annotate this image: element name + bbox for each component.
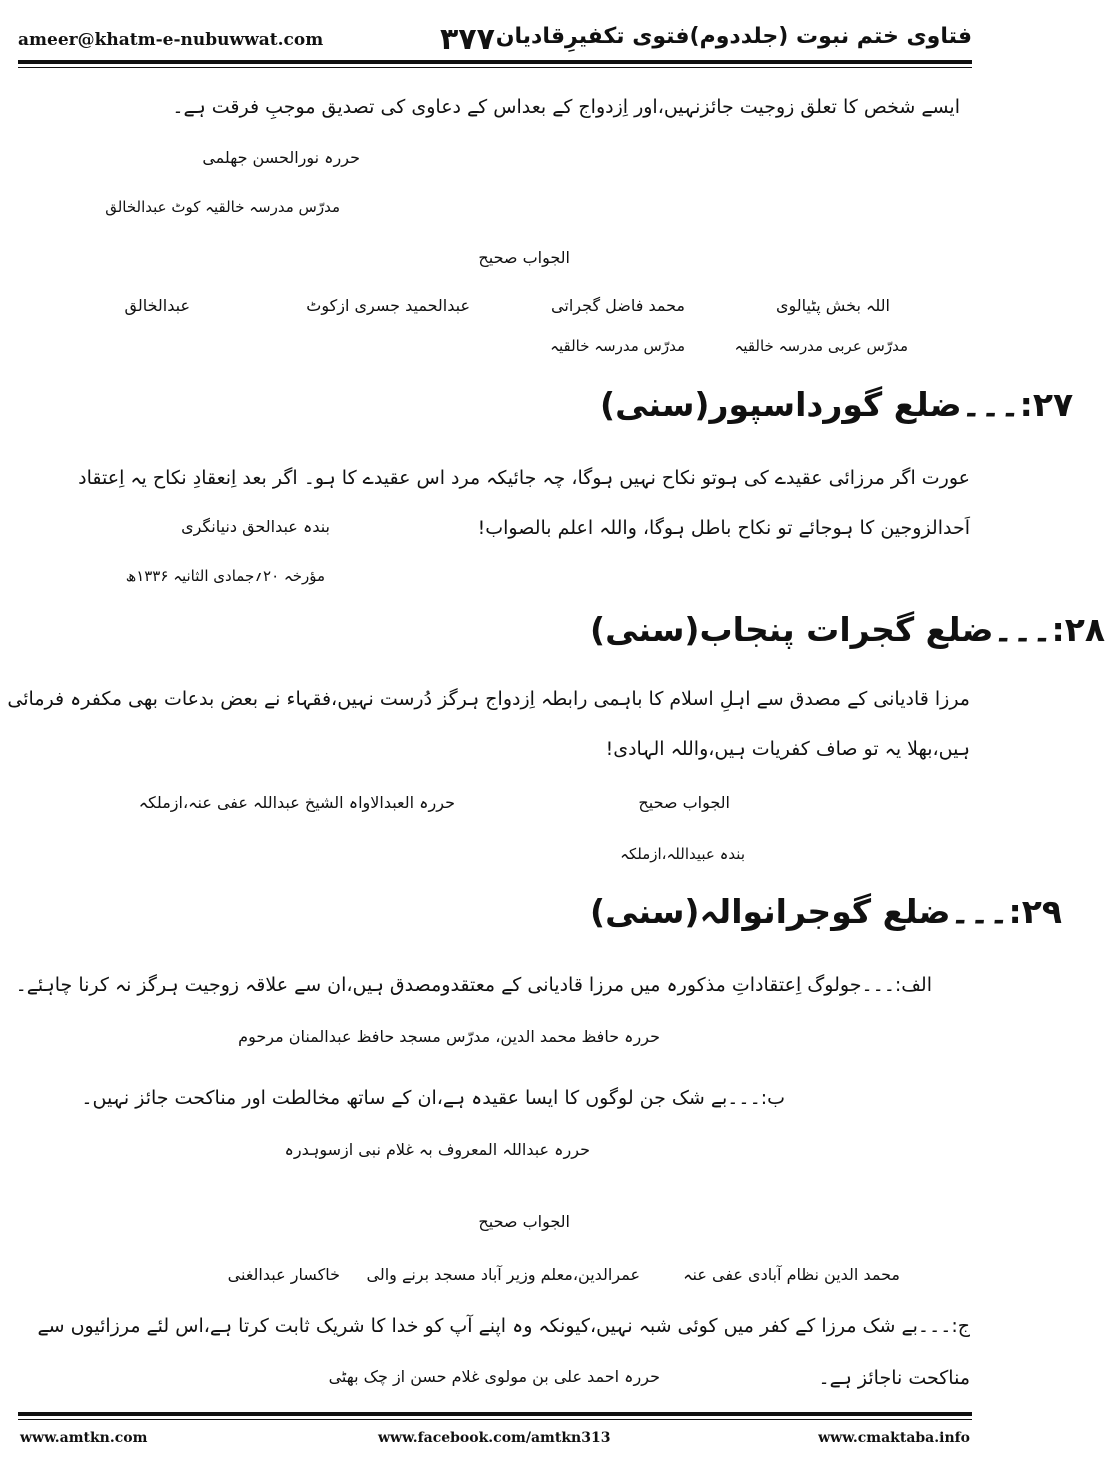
signer-name: حررہ العبدالاواہ الشیخ عبداللہ عفی عنہ،ازملکہ [138,793,455,812]
paragraph-line: ج:۔۔۔بے شک مرزا کے کفر میں کوئی شبہ نہیں،کیونکہ وہ اپنے آپ کو خدا کا شریک ثابت کرتا ہے،اس لئے مرزائیوں سے [37,1315,970,1337]
paragraph-line: ایسے شخص کا تعلق زوجیت جائزنہیں،اور اِزدواج کے بعداس کے دعاوی کی تصدیق موجبِ فرقت ہے۔ [172,96,960,118]
endorser-name: عبدالحمید جسری ازکوٹ [306,296,470,315]
footer-rule-thin [18,1419,972,1420]
paragraph-line: ب:۔۔۔بے شک جن لوگوں کا ایسا عقیدہ ہے،ان کے ساتھ مخالطت اور مناکحت جائز نہیں۔ [81,1087,785,1109]
footer-link-left[interactable]: www.amtkn.com [20,1430,148,1446]
fatwa-date: مؤرخہ ۲۰؍جمادی الثانیہ ۱۳۳۶ھ [125,567,325,585]
paragraph-line: عورت اگر مرزائی عقیدے کی ہوتو نکاح نہیں ہوگا، چہ جائیکہ مرد اس عقیدے کا ہو۔ اگر بعد اِنعقادِ نکاح یہ اِعتقاد [78,467,970,489]
footer-rule-thick [18,1412,972,1416]
endorser-role: مدرّس عربی مدرسہ خالقیہ [734,337,908,355]
endorser-name: عمرالدین،معلم وزیر آباد مسجد برنے والی [366,1265,640,1284]
paragraph-line: ہیں،بھلا یہ تو صاف کفریات ہیں،واللہ الہادی! [605,738,970,760]
section-heading-29: ۲۹:۔۔۔ضلع گوجرانوالہ(سنی) [590,892,1062,931]
footer-link-right[interactable]: www.cmaktaba.info [818,1430,970,1446]
endorser-name: محمد الدین نظام آبادی عفی عنہ [683,1265,900,1284]
header-rule-thick [18,60,972,64]
signer-role: مدرّس مدرسہ خالقیہ کوٹ عبدالخالق [105,198,340,216]
al-jawab-label: الجواب صحیح [638,793,730,812]
signer-name: حررہ عبداللہ المعروف بہ غلام نبی ازسوہدرہ [284,1140,590,1159]
paragraph-line: مناکحت ناجائز ہے۔ [818,1367,970,1389]
footer-link-center[interactable]: www.facebook.com/amtkn313 [378,1430,611,1446]
paragraph-line: اَحدالزوجین کا ہوجائے تو نکاح باطل ہوگا، واللہ اعلم بالصواب! [477,517,970,539]
signer-name: حررہ نورالحسن جھلمی [202,148,360,167]
header-rule-thin [18,67,972,68]
paragraph-line: الف:۔۔۔جولوگ اِعتقاداتِ مذکورہ میں مرزا قادیانی کے معتقدومصدق ہیں،ان سے علاقہ زوجیت ہرگز نہ کرنا چاہئے۔ [15,974,932,996]
endorser-name: محمد فاضل گجراتی [551,296,685,315]
endorser-name: اللہ بخش پٹیالوی [776,296,890,315]
endorser-name: عبدالخالق [124,296,190,315]
signer-name: بندہ عبدالحق دنیانگری [181,517,330,536]
paragraph-line: مرزا قادیانی کے مصدق سے اہلِ اسلام کا باہمی رابطہ اِزدواج ہرگز دُرست نہیں،فقہاء نے بعض بدعات بھی مکفرہ فرمائی [7,688,970,710]
header-title: فتاوی ختم نبوت (جلددوم)فتوی تکفیرِقادیان [495,24,972,49]
section-heading-27: ۲۷:۔۔۔ضلع گورداسپور(سنی) [600,385,1074,424]
endorser-name: خاکسار عبدالغنی [227,1265,340,1284]
al-jawab-label: الجواب صحیح [478,248,570,267]
header-email: ameer@khatm-e-nubuwwat.com [18,30,324,50]
signer-name: حررہ حافظ محمد الدین، مدرّس مسجد حافظ عبدالمنان مرحوم [238,1027,660,1046]
signer-name: حررہ احمد علی بن مولوی غلام حسن از چک بھٹی [328,1367,660,1386]
page-number: ۳۷۷ [440,22,495,57]
endorser-name: بندہ عبیداللہ،ازملکہ [620,845,745,863]
section-heading-28: ۲۸:۔۔۔ضلع گجرات پنجاب(سنی) [590,610,1105,649]
endorser-role: مدرّس مدرسہ خالقیہ [550,337,685,355]
al-jawab-label: الجواب صحیح [478,1212,570,1231]
